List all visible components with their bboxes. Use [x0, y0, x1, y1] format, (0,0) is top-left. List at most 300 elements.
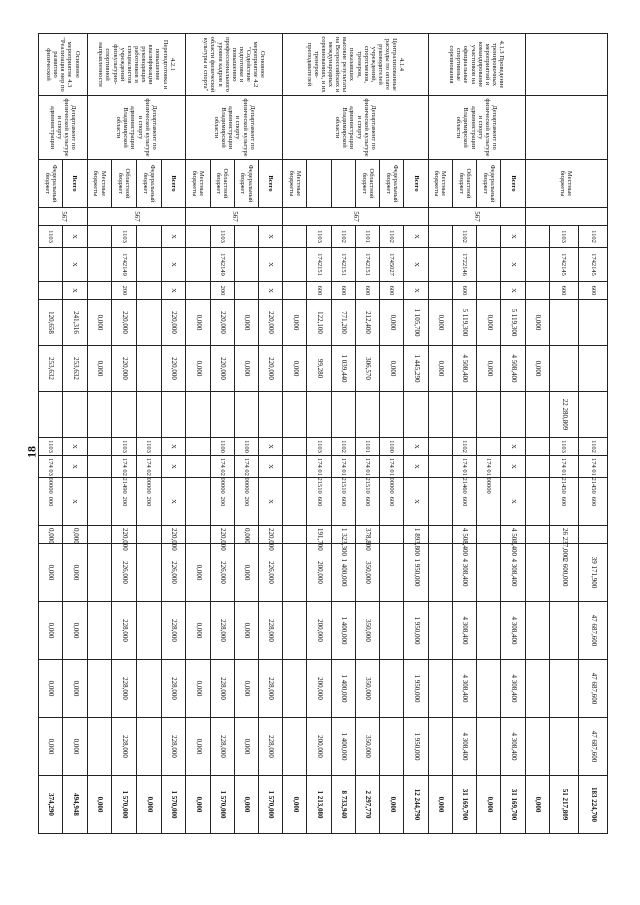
- value-2024: 220,000: [112, 346, 137, 392]
- vr-code-2: [87, 478, 112, 526]
- value-2027: 0,000: [63, 544, 87, 602]
- value-2025: [161, 392, 186, 438]
- vr-code: 600: [331, 282, 355, 300]
- value-total: 0,000: [525, 776, 549, 834]
- value-2025: [355, 392, 379, 438]
- budget-row: [39, 34, 63, 892]
- value-2027: 226,000: [112, 544, 137, 602]
- cs-code: [283, 248, 307, 282]
- source-label: Местные бюджеты: [525, 160, 607, 208]
- cs-code-2: Х: [63, 456, 87, 478]
- value-2025: [210, 392, 234, 438]
- value-2029: 0,000: [186, 660, 210, 718]
- value-total: 1 213,080: [307, 776, 331, 834]
- value-2024: [136, 346, 161, 392]
- value-2028: 200,000: [307, 602, 331, 660]
- value-2025: [525, 392, 549, 438]
- grbs-cell: [525, 208, 607, 226]
- vr-code-2: 600: [331, 478, 355, 526]
- cs-code: Х: [63, 248, 87, 282]
- cs-code-2: 174 01 21460: [452, 456, 476, 478]
- value-empty: [525, 544, 549, 602]
- funding-source: Федеральный бюджет: [380, 160, 404, 208]
- value-2024: 0,000: [283, 346, 307, 392]
- value-2025: [39, 392, 63, 438]
- rotated-budget-table-sheet: [38, 33, 608, 872]
- value-2023: [578, 300, 607, 346]
- value-total: 0,000: [380, 776, 404, 834]
- value-2026: 0,000: [39, 526, 63, 544]
- grbs-code: 567: [87, 208, 186, 226]
- vr-code-2: [283, 478, 307, 526]
- rz-code-2: Х: [259, 438, 283, 456]
- value-2026: [283, 526, 307, 544]
- vr-code: [87, 282, 112, 300]
- vr-code-2: Х: [404, 478, 428, 526]
- value-2023: 220,000: [112, 300, 137, 346]
- value-2024: 4 508,400: [452, 346, 476, 392]
- value-total: 0,000: [87, 776, 112, 834]
- value-2028: 228,000: [210, 602, 234, 660]
- funding-source: Областной бюджет: [355, 160, 379, 208]
- rz-code: [283, 226, 307, 248]
- value-2027: 2 600,000: [549, 544, 578, 602]
- value-2028: [477, 602, 501, 660]
- rz-code: Х: [404, 226, 428, 248]
- value-total: 1 570,000: [161, 776, 186, 834]
- cs-code-2: 174 01 21510: [307, 456, 331, 478]
- value-2027: [428, 544, 452, 602]
- vr-code: 200: [210, 282, 234, 300]
- budget-row: [210, 34, 234, 892]
- budget-row: [428, 34, 452, 892]
- value-2027: 4 308,400: [452, 544, 476, 602]
- cs-code: 1742149: [210, 248, 234, 282]
- vr-code-2: Х: [501, 478, 525, 526]
- rz-code-2: 1103: [136, 438, 161, 456]
- value-total: 0,000: [136, 776, 161, 834]
- value-2026: 0,000: [63, 526, 87, 544]
- value-2028: [87, 602, 112, 660]
- rz-code: 1102: [380, 226, 404, 248]
- value-2025: [578, 392, 607, 438]
- budget-table-body: [39, 34, 608, 892]
- value-2024: 0,000: [380, 346, 404, 392]
- rz-code-2: 1100: [380, 438, 404, 456]
- rz-code: 1103: [307, 226, 331, 248]
- kbk-code: 600: [578, 282, 607, 300]
- value-2028: 1 400,000: [331, 602, 355, 660]
- value-2026: [578, 526, 607, 544]
- vr-code-2: 000: [39, 478, 63, 526]
- cs-code-2: 174 02 00000: [234, 456, 258, 478]
- executor-name: Департамент по физической культуре и спорту администрации: [39, 96, 88, 160]
- value-2023: [549, 300, 578, 346]
- kbk-code: [525, 248, 549, 282]
- funding-source: Местные бюджеты: [283, 160, 307, 208]
- budget-row: [259, 34, 283, 892]
- vr-code-2: 600: [307, 478, 331, 526]
- rz-code-2: 1100: [234, 438, 258, 456]
- value-2024: 306,570: [355, 346, 379, 392]
- value-total: 12 244,790: [404, 776, 428, 834]
- value-2025: [477, 392, 501, 438]
- vr-code: Х: [501, 282, 525, 300]
- budget-row: [136, 34, 161, 892]
- value-2023: 212,400: [355, 300, 379, 346]
- value-empty: [525, 602, 549, 660]
- value-2023: 220,000: [259, 300, 283, 346]
- cs-code-2: [87, 456, 112, 478]
- funding-source: Местные бюджеты: [87, 160, 112, 208]
- value-2023: 0,000: [477, 300, 501, 346]
- cs-code: Х: [404, 248, 428, 282]
- kbk-code: 1102: [578, 226, 607, 248]
- value-2028: 0,000: [234, 602, 258, 660]
- vr-code: [186, 282, 210, 300]
- budget-row: [186, 34, 210, 892]
- funding-source: Местные бюджеты: [186, 160, 210, 208]
- rz-code: 1103: [210, 226, 234, 248]
- value-2025: [112, 392, 137, 438]
- kbk-code-2: 1102: [578, 438, 607, 456]
- value-2029: 1 950,000: [404, 660, 428, 718]
- vr-code: [283, 282, 307, 300]
- vr-code: [39, 282, 63, 300]
- cs-code: 1742151: [307, 248, 331, 282]
- value-2026: 0,000: [234, 526, 258, 544]
- value-2028: 1 950,000: [404, 602, 428, 660]
- vr-code: 600: [380, 282, 404, 300]
- value-total: 51 217,809: [549, 776, 578, 834]
- value-2030: 0,000: [39, 718, 63, 776]
- vr-code-2: Х: [63, 478, 87, 526]
- funding-source: Федеральный бюджет: [234, 160, 258, 208]
- funding-source: Всего: [63, 160, 87, 208]
- rz-code: [186, 226, 210, 248]
- value-2029: [549, 660, 578, 718]
- value-2029: 200,000: [307, 660, 331, 718]
- cs-code-2: Х: [501, 456, 525, 478]
- rz-code-2: 1101: [355, 438, 379, 456]
- value-2028: 4 308,400: [501, 602, 525, 660]
- budget-row: [404, 34, 428, 892]
- funding-source: Всего: [404, 160, 428, 208]
- value-total: 0,000: [477, 776, 501, 834]
- value-2030: 0,000: [63, 718, 87, 776]
- value-2029: 47 687,600: [578, 660, 607, 718]
- vr-code-2: 600: [380, 478, 404, 526]
- value-2028: 0,000: [63, 602, 87, 660]
- value-2024: 220,000: [210, 346, 234, 392]
- rz-code: 1102: [331, 226, 355, 248]
- value-2028: 4 308,400: [452, 602, 476, 660]
- value-2029: 4 308,400: [501, 660, 525, 718]
- funding-source: Областной бюджет: [210, 160, 234, 208]
- value-2030: [283, 718, 307, 776]
- rz-code: Х: [501, 226, 525, 248]
- value-2026: [477, 526, 501, 544]
- value-2025: [428, 392, 452, 438]
- rz-code-2: Х: [404, 438, 428, 456]
- value-2030: 350,000: [355, 718, 379, 776]
- vr-code: 600: [355, 282, 379, 300]
- vr-code-2: 200: [136, 478, 161, 526]
- value-2029: [477, 660, 501, 718]
- value-2028: 0,000: [186, 602, 210, 660]
- funding-source: Областной бюджет: [112, 160, 137, 208]
- value-2030: 0,000: [186, 718, 210, 776]
- value-2025: [283, 392, 307, 438]
- value-2027: 200,000: [307, 544, 331, 602]
- cs-code-2: [186, 456, 210, 478]
- vr-code: Х: [161, 282, 186, 300]
- value-2025: [331, 392, 355, 438]
- activity-name: 4.2.1 Переподготовка и повышение квалификации руководящих работников и специалистов учреждений физкультурно-спортивной направленности: [87, 34, 186, 96]
- value-2027: 0,000: [234, 544, 258, 602]
- value-2026: [186, 526, 210, 544]
- cs-code-2: Х: [161, 456, 186, 478]
- funding-source: Федеральный бюджет: [39, 160, 63, 208]
- rz-code: [87, 226, 112, 248]
- value-2025: [452, 392, 476, 438]
- funding-source: Федеральный бюджет: [477, 160, 501, 208]
- rz-code-2: [428, 438, 452, 456]
- cs-code-2: [428, 456, 452, 478]
- value-2026: [380, 526, 404, 544]
- kbk-code: 600: [549, 282, 578, 300]
- value-2028: 350,000: [355, 602, 379, 660]
- value-2027: 0,000: [39, 544, 63, 602]
- value-2025: [259, 392, 283, 438]
- budget-row: [161, 34, 186, 892]
- cs-code: 1745027: [380, 248, 404, 282]
- value-empty: [525, 660, 549, 718]
- vr-code: [136, 282, 161, 300]
- vr-code: Х: [63, 282, 87, 300]
- value-total: 494,948: [63, 776, 87, 834]
- rz-code-2: 1103: [307, 438, 331, 456]
- value-2029: 0,000: [39, 660, 63, 718]
- rz-code: Х: [259, 226, 283, 248]
- value-2026: 220,000: [112, 526, 137, 544]
- vr-code-2: [186, 478, 210, 526]
- value-2024: 220,000: [259, 346, 283, 392]
- vr-code-2: 200: [210, 478, 234, 526]
- rz-code-2: [477, 438, 501, 456]
- rz-code: [477, 226, 501, 248]
- value-2027: [477, 544, 501, 602]
- value-2030: 4 308,400: [501, 718, 525, 776]
- cs-code: [39, 248, 63, 282]
- vr-code: Х: [404, 282, 428, 300]
- cs-code-2: 174 02 00000: [136, 456, 161, 478]
- continuation-name-cell: [525, 34, 607, 96]
- kbk-code-2: 174 01 21450: [549, 456, 578, 478]
- rz-code: 1103: [39, 226, 63, 248]
- value-2029: [380, 660, 404, 718]
- cs-code-2: 174 01 21510: [355, 456, 379, 478]
- rz-code-2: Х: [63, 438, 87, 456]
- value-2028: 228,000: [161, 602, 186, 660]
- vr-code-2: Х: [161, 478, 186, 526]
- funding-source: Федеральный бюджет: [136, 160, 161, 208]
- value-2028: [428, 602, 452, 660]
- value-2027: 39 171,900: [578, 544, 607, 602]
- value-2030: 4 308,400: [452, 718, 476, 776]
- grbs-code: 567: [283, 208, 428, 226]
- value-2029: 228,000: [259, 660, 283, 718]
- cs-code: 1742151: [355, 248, 379, 282]
- value-2030: [136, 718, 161, 776]
- kbk-code-2: 600: [549, 478, 578, 526]
- value-total: 8 733,940: [331, 776, 355, 834]
- value-total: 183 224,700: [578, 776, 607, 834]
- value-2024: 253,632: [63, 346, 87, 392]
- value-2026: 220,000: [161, 526, 186, 544]
- rz-code-2: 1103: [112, 438, 137, 456]
- value-total: 1 570,000: [259, 776, 283, 834]
- value-2030: 0,000: [234, 718, 258, 776]
- value-2026: 378,800: [355, 526, 379, 544]
- grbs-code: 567: [428, 208, 525, 226]
- budget-row: [477, 34, 501, 892]
- value-2025: [186, 392, 210, 438]
- budget-row: [380, 34, 404, 892]
- value-2024: 0,000: [477, 346, 501, 392]
- kbk-code-2: [525, 438, 549, 456]
- value-2024: 0,000: [234, 346, 258, 392]
- value-2028: [380, 602, 404, 660]
- value-2026: [428, 526, 452, 544]
- vr-code: [477, 282, 501, 300]
- budget-row: [63, 34, 87, 892]
- vr-code-2: 600: [452, 478, 476, 526]
- value-2029: [428, 660, 452, 718]
- rz-code: [136, 226, 161, 248]
- value-total: 0,000: [186, 776, 210, 834]
- value-2025: [87, 392, 112, 438]
- value-2026: 26 237,000: [549, 526, 578, 544]
- value-2025: [63, 392, 87, 438]
- funding-source: [307, 160, 331, 208]
- value-2030: 228,000: [210, 718, 234, 776]
- vr-code: 200: [112, 282, 137, 300]
- kbk-code-2: 600: [578, 478, 607, 526]
- budget-row: [452, 34, 476, 892]
- activity-name: Основное мероприятие 4.3 "Реализация мер по развитию физической: [39, 34, 88, 96]
- rz-code-2: [283, 438, 307, 456]
- rz-code: Х: [161, 226, 186, 248]
- value-2023: 0,000: [87, 300, 112, 346]
- value-total: 2 297,770: [355, 776, 379, 834]
- value-2023: 0,000: [186, 300, 210, 346]
- value-2027: [380, 544, 404, 602]
- value-2030: 228,000: [259, 718, 283, 776]
- value-total: 374,290: [39, 776, 63, 834]
- budget-row: [355, 34, 379, 892]
- value-2025: 22 280,809: [549, 392, 578, 438]
- rz-code-2: 1100: [210, 438, 234, 456]
- value-2023: [136, 300, 161, 346]
- value-2027: [87, 544, 112, 602]
- value-2029: 1 400,000: [331, 660, 355, 718]
- vr-code-2: Х: [259, 478, 283, 526]
- cs-code: [477, 248, 501, 282]
- value-2029: 0,000: [63, 660, 87, 718]
- value-2027: 226,000: [161, 544, 186, 602]
- vr-code: [428, 282, 452, 300]
- value-2026: 4 508,400: [501, 526, 525, 544]
- value-total: 0,000: [283, 776, 307, 834]
- value-2029: 350,000: [355, 660, 379, 718]
- value-2025: [234, 392, 258, 438]
- value-2028: 0,000: [39, 602, 63, 660]
- value-2023: 241,316: [63, 300, 87, 346]
- value-2024: [549, 346, 578, 392]
- value-2028: [283, 602, 307, 660]
- value-2030: 47 687,600: [578, 718, 607, 776]
- cs-code-2: 174 03 00000: [39, 456, 63, 478]
- cs-code: [136, 248, 161, 282]
- value-total: 31 169,700: [501, 776, 525, 834]
- value-2024: 0,000: [525, 346, 549, 392]
- vr-code-2: 600: [355, 478, 379, 526]
- value-total: 31 169,700: [452, 776, 476, 834]
- value-2030: [87, 718, 112, 776]
- value-2024: 4 508,400: [501, 346, 525, 392]
- value-empty: [525, 526, 549, 544]
- value-2026: 220,000: [210, 526, 234, 544]
- cs-code: [428, 248, 452, 282]
- cs-code-2: Х: [404, 456, 428, 478]
- value-2027: [136, 544, 161, 602]
- value-2024: 1 445,290: [404, 346, 428, 392]
- value-2029: 228,000: [161, 660, 186, 718]
- value-2023: 0,000: [234, 300, 258, 346]
- value-2024: [578, 346, 607, 392]
- vr-code: [234, 282, 258, 300]
- rz-code-2: [186, 438, 210, 456]
- value-2024: 0,000: [186, 346, 210, 392]
- continuation-executor-cell: [525, 96, 607, 160]
- value-2025: [307, 392, 331, 438]
- vr-code: 600: [307, 282, 331, 300]
- budget-row: [112, 34, 137, 892]
- rz-code-2: Х: [161, 438, 186, 456]
- cs-code: [234, 248, 258, 282]
- value-total: 0,000: [428, 776, 452, 834]
- value-2024: 0,000: [428, 346, 452, 392]
- funding-source: Областной бюджет: [452, 160, 476, 208]
- activity-name: 4.1.4 Централизованные расходы по оплате руководителей учреждений, спортсменов, тренеров, показавших высокие результаты на Всероссийских и международных соревнованиях, и их тренеров-преподавателей: [283, 34, 428, 96]
- rz-code: 1103: [112, 226, 137, 248]
- value-2026: [87, 526, 112, 544]
- value-2030: 1 400,000: [331, 718, 355, 776]
- cs-code: 1722146: [452, 248, 476, 282]
- cs-code-2: 174 01 00000: [380, 456, 404, 478]
- value-2025: [380, 392, 404, 438]
- value-2023: 771,200: [331, 300, 355, 346]
- value-2024: 253,632: [39, 346, 63, 392]
- value-2027: 4 308,400: [501, 544, 525, 602]
- value-2027: [283, 544, 307, 602]
- grbs-code: 567: [39, 208, 88, 226]
- value-2028: 228,000: [112, 602, 137, 660]
- cs-code: Х: [161, 248, 186, 282]
- value-2029: [87, 660, 112, 718]
- value-2024: 1 039,440: [331, 346, 355, 392]
